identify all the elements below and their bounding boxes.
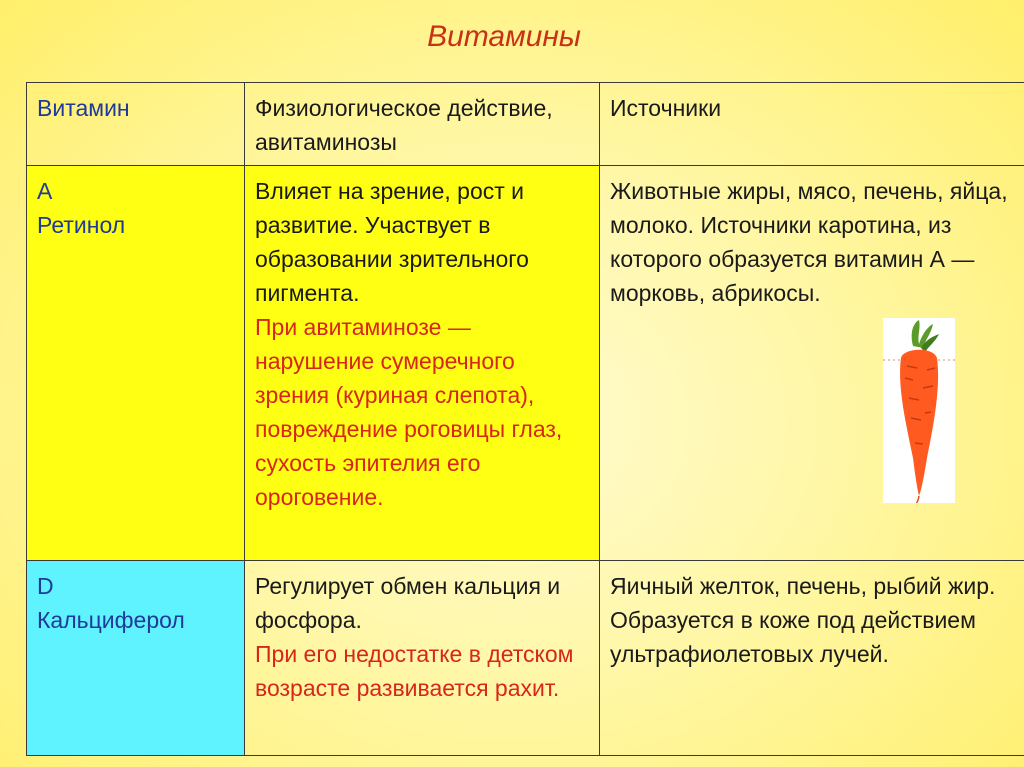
vitamin-d-cell [27, 561, 245, 756]
vitamin-a-sources-cell [600, 166, 1024, 561]
vitamin-d-action: Регулирует обмен кальция и фосфора. [255, 573, 561, 633]
vitamin-d-letter: D [37, 573, 54, 599]
slide-title: Витамины [427, 20, 581, 53]
header-vitamin-label: Витамин [37, 95, 130, 121]
header-action [245, 83, 600, 166]
vitamin-a-sources: Животные жиры, мясо, печень, яйца, молоко. Источники каротина, из которого образуется витамин А — морковь, абрикосы. [610, 178, 1008, 306]
vitamin-a-cell [27, 166, 245, 561]
header-sources [600, 83, 1024, 166]
vitamin-a-action-cell [245, 166, 600, 561]
table-row-vitamin-d [27, 561, 1024, 756]
vitamin-d-deficiency: При его недостатке в детском возрасте развивается рахит. [255, 641, 574, 701]
vitamin-d-action-cell [245, 561, 600, 756]
vitamin-a-name: Ретинол [37, 212, 126, 238]
vitamin-d-sources-cell [600, 561, 1024, 756]
vitamin-a-action: Влияет на зрение, рост и развитие. Участвует в образовании зрительного пигмента. [255, 178, 529, 306]
table-header-row [27, 83, 1024, 166]
carrot-illustration [883, 318, 955, 503]
vitamin-d-sources: Яичный желток, печень, рыбий жир. Образуется в коже под действием ультрафиолетовых лучей. [610, 573, 996, 667]
table-row-vitamin-a [27, 166, 1024, 561]
carrot-icon [883, 318, 955, 503]
header-sources-label: Источники [610, 95, 722, 121]
header-action-label: Физиологическое действие, авитаминозы [255, 95, 553, 155]
vitamin-a-letter: А [37, 178, 53, 204]
header-vitamin [27, 83, 245, 166]
vitamins-table [26, 82, 1024, 756]
vitamin-d-name: Кальциферол [37, 607, 185, 633]
vitamin-a-deficiency: При авитаминозе — нарушение сумеречного зрения (куриная слепота), повреждение роговицы глаз, сухость эпителия его ороговение. [255, 314, 563, 510]
